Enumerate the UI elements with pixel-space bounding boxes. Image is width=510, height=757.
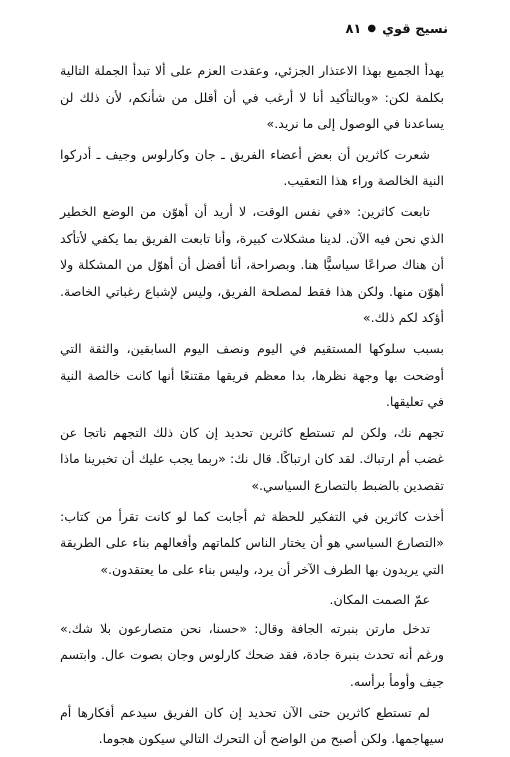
page-body [60,58,444,757]
running-title: نسيج قوي [382,21,448,37]
paragraph-7: عمّ الصمت المكان. [329,592,430,608]
paragraph-8: تدخل مارتن بنبرته الجافة وقال: «حسنا، نحن متصارعون بلا شك.» ورغم أنه تحدث بنبرة جادة، فقد ضحك كارلوس وجان بصوت عال. وابتسم جيف وأومأ برأسه. [60,620,444,690]
paragraph-9: لم تستطع كاثرين حتى الآن تحديد إن كان الفريق سيدعم أفكارها أم سيهاجمها. ولكن أصبح من الواضح أن التحرك التالي سيكون هجوما. [60,704,444,747]
paragraph-6: أخذت كاثرين في التفكير للحظة ثم أجابت كما لو كانت تقرأ من كتاب: «التصارع السياسي هو أن يختار الناس كلماتهم وأفعالهم بناء على الطريقة التي يريدون بها الطرف الآخر أن يرد، وليس بناء على ما يعتقدون.» [60,508,444,577]
page-number: ٨١ [345,21,362,37]
bullet-separator-icon: ● [367,23,377,34]
paragraph-4: بسبب سلوكها المستقيم في اليوم ونصف اليوم السابقين، والثقة التي أوضحت بها وجهة نظرها، بدا معظم فريقها مقتنعًا أنها كانت خالصة النية في تعليقها. [60,340,444,410]
running-header [60,18,448,40]
paragraph-1: يهدأ الجميع بهذا الاعتذار الجزئي، وعقدت العزم على ألا تبدأ الجملة التالية بكلمة لكن: «وبالتأكيد أنا لا أرغب في أن أقلل من شأنكم، لأن ذلك لن يساعدنا في الوصول إلى ما نريد.» [60,63,444,132]
paragraph-2: شعرت كاثرين أن بعض أعضاء الفريق ـ جان وكارلوس وجيف ـ أدركوا النية الخالصة وراء هذا التعقيب. [60,146,444,189]
paragraph-5: تجهم نك، ولكن لم تستطع كاثرين تحديد إن كان ذلك التجهم ناتجا عن غضب أم ارتباك. لقد كان ارتباكًا. قال نك: «ربما يجب عليك أن تخبرينا ماذا تقصدين بالضبط بالتصارع السياسي.» [60,424,444,493]
paragraph-3: تابعت كاثرين: «في نفس الوقت، لا أريد أن أهوّن من الوضع الخطير الذي نحن فيه الآن. لدينا مشكلات كبيرة، وأنا تابعت الفريق بما يكفي لأتأكد أن هناك صراعًا سياسيًّا هنا. وبصراحة، أنا أفضل أن أهوّل من المشكلة ولا أهوّن منها. ولكن هذا فقط لمصلحة الفريق، وليس لإشباع رغباتي الخاصة. أؤكد لكم ذلك.» [60,203,444,326]
